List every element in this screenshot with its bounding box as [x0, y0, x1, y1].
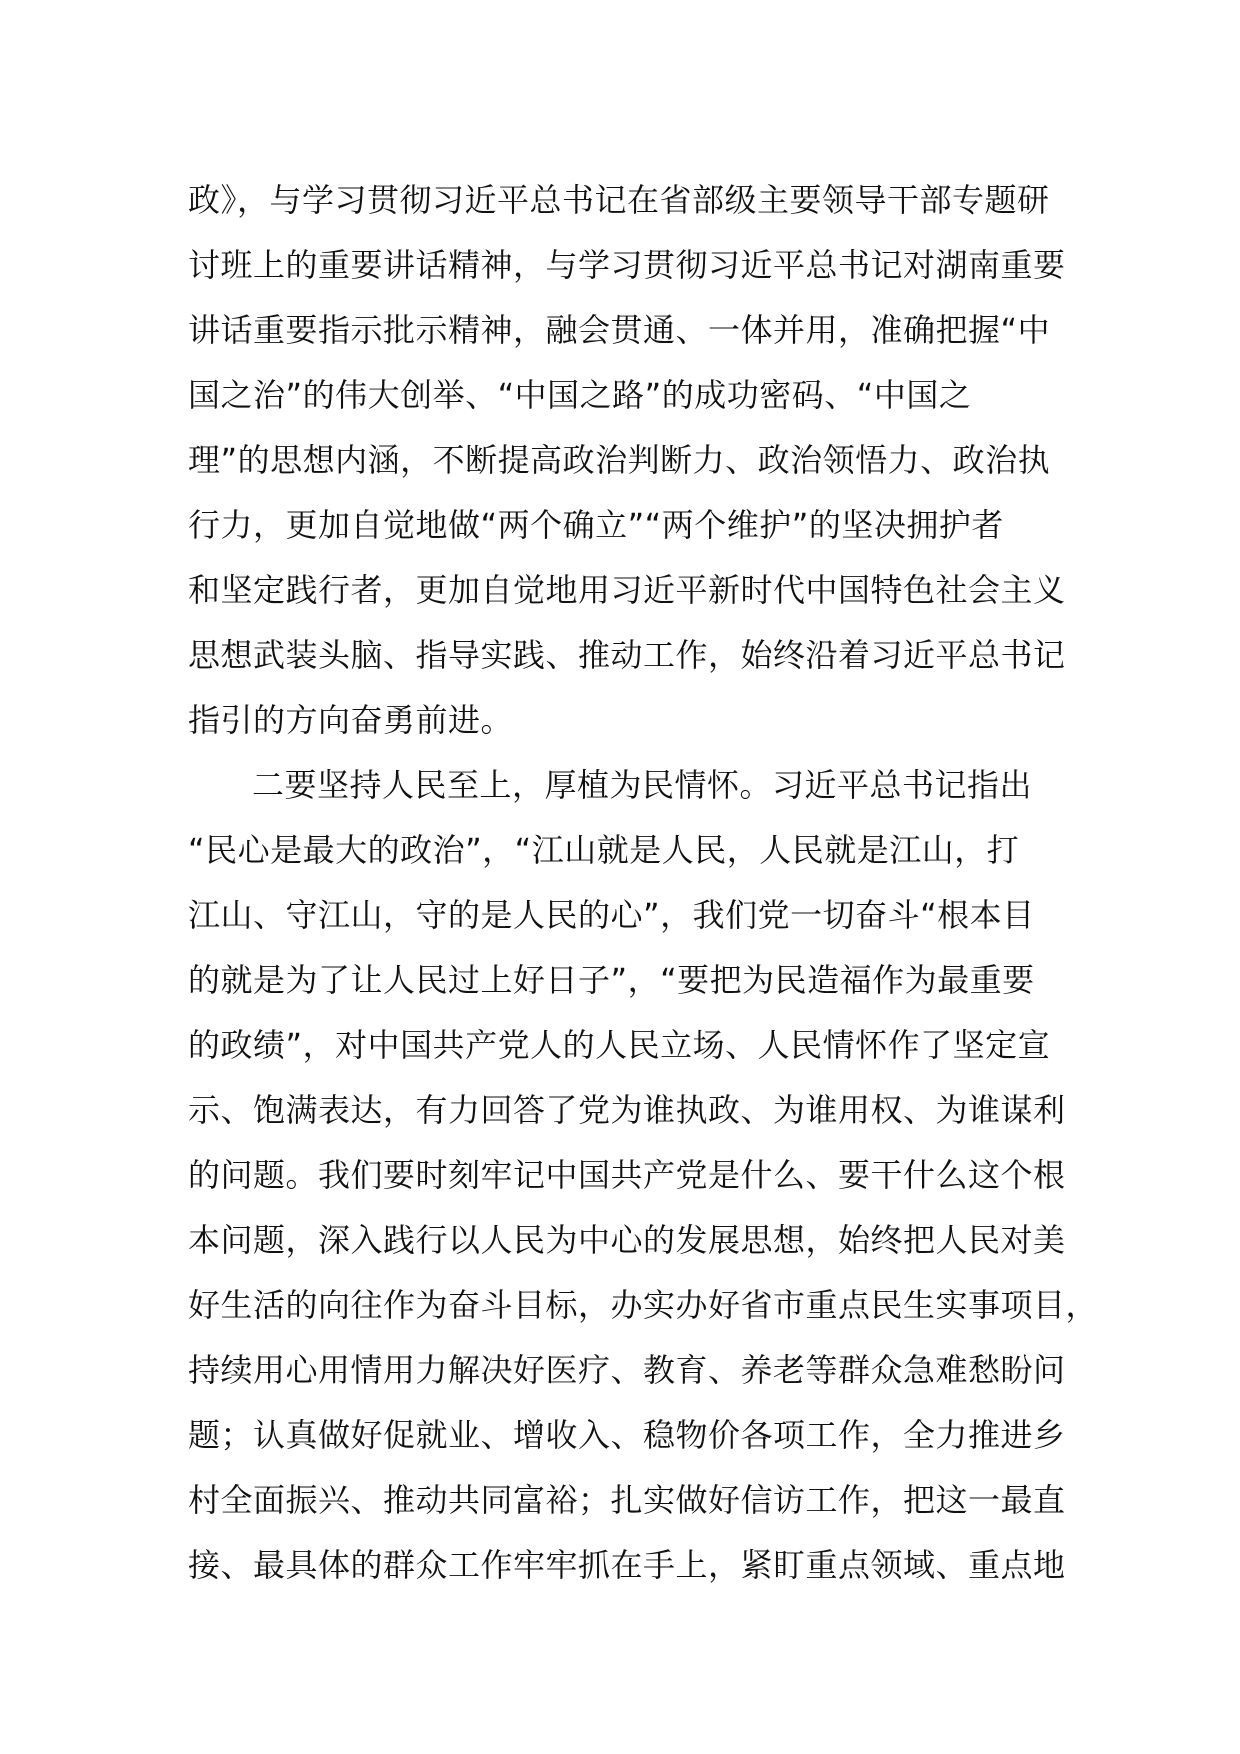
text-line: 和坚定践行者，更加自觉地用习近平新时代中国特色社会主义	[188, 571, 1066, 609]
text-line: 江山、守江山，守的是人民的心”，我们党一切奋斗“根本目	[188, 896, 1035, 934]
paragraph-2	[188, 753, 1099, 1598]
text-line: 讲话重要指示批示精神，融会贯通、一体并用，准确把握“中	[188, 311, 1051, 349]
text-line: 示、饱满表达，有力回答了党为谁执政、为谁用权、为谁谋利	[188, 1091, 1066, 1129]
text-line: 行力，更加自觉地做“两个确立”“两个维护”的坚决拥护者	[188, 506, 1004, 544]
text-line: 好生活的向往作为奋斗目标，办实办好省市重点民生实事项目，	[188, 1286, 1099, 1324]
body-text	[188, 168, 1099, 1598]
text-line: 接、最具体的群众工作牢牢抓在手上，紧盯重点领域、重点地	[188, 1546, 1066, 1584]
text-line: 理”的思想内涵，不断提高政治判断力、政治领悟力、政治执	[188, 441, 1051, 479]
text-line: 的问题。我们要时刻牢记中国共产党是什么、要干什么这个根	[188, 1156, 1066, 1194]
text-line: 题；认真做好促就业、增收入、稳物价各项工作，全力推进乡	[188, 1416, 1066, 1454]
text-line: 村全面振兴、推动共同富裕；扎实做好信访工作，把这一最直	[188, 1481, 1066, 1519]
text-line: 的就是为了让人民过上好日子”，“要把为民造福作为最重要	[188, 961, 1035, 999]
text-line: 政》，与学习贯彻习近平总书记在省部级主要领导干部专题研	[188, 181, 1050, 219]
text-line: 思想武装头脑、指导实践、推动工作，始终沿着习近平总书记	[188, 636, 1066, 674]
text-line: 的政绩”，对中国共产党人的人民立场、人民情怀作了坚定宣	[188, 1026, 1051, 1064]
text-line: 讨班上的重要讲话精神，与学习贯彻习近平总书记对湖南重要	[188, 246, 1066, 284]
text-line: 国之治”的伟大创举、“中国之路”的成功密码、“中国之	[188, 376, 972, 414]
text-line: 指引的方向奋勇前进。	[188, 701, 514, 739]
text-line: 二要坚持人民至上，厚植为民情怀。习近平总书记指出	[252, 766, 1033, 804]
text-line: 持续用心用情用力解决好医疗、教育、养老等群众急难愁盼问	[188, 1351, 1066, 1389]
text-line: 本问题，深入践行以人民为中心的发展思想，始终把人民对美	[188, 1221, 1066, 1259]
paragraph-1	[188, 168, 1088, 753]
text-line: “民心是最大的政治”，“江山就是人民，人民就是江山，打	[188, 831, 1020, 869]
